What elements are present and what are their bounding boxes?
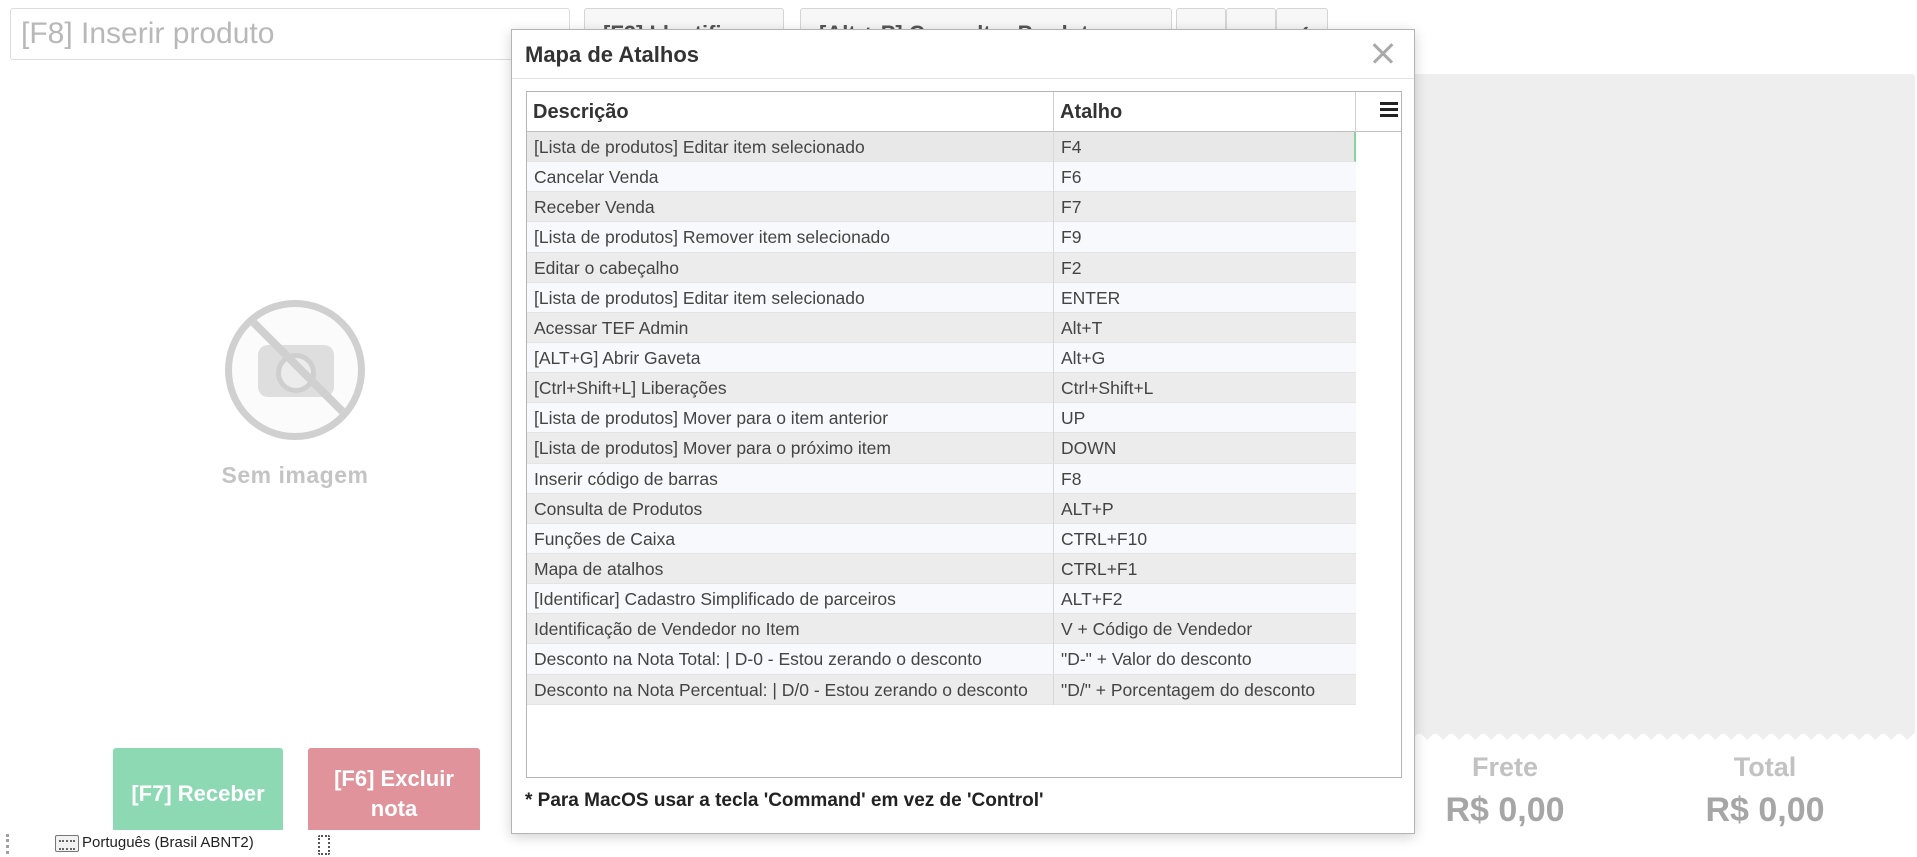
receipt-panel [1395,74,1915,734]
cell-atalho: Alt+T [1061,317,1103,338]
cell-atalho: V + Código de Vendedor [1061,619,1253,640]
cell-atalho: "D/" + Porcentagem do desconto [1061,679,1316,700]
cell-descricao: Desconto na Nota Percentual: | D/0 - Estou zerando o desconto [527,675,1054,705]
cell-atalho: F6 [1061,167,1082,188]
table-row[interactable] [527,614,1356,644]
cell-atalho: F9 [1061,227,1082,248]
cell-atalho: Alt+G [1061,347,1106,368]
modal-title: Mapa de Atalhos [525,42,699,67]
no-image-placeholder [215,300,375,489]
product-input[interactable] [10,8,570,60]
cell-descricao: [Lista de produtos] Editar item selecionado [527,283,1054,313]
cell-atalho: CTRL+F1 [1061,558,1138,579]
cell-atalho: ENTER [1061,287,1121,308]
table-row[interactable] [527,162,1356,192]
table-row[interactable] [527,675,1356,705]
cell-atalho: CTRL+F10 [1061,528,1148,549]
total-label: Total [1733,752,1797,782]
cell-descricao: Inserir código de barras [527,464,1054,494]
table-row[interactable] [527,343,1356,373]
table-row[interactable] [527,283,1356,313]
frete-label: Frete [1471,752,1539,782]
keyboard-language[interactable]: Português (Brasil ABNT2) [82,834,254,851]
cell-atalho: F8 [1061,468,1082,489]
total-summary [1665,752,1865,830]
receipt-edge [1395,724,1915,740]
cell-descricao: Receber Venda [527,192,1054,222]
cell-atalho: ALT+F2 [1061,589,1123,610]
frete-value: R$ 0,00 [1445,791,1565,829]
no-camera-icon [225,300,365,440]
taskbar [0,830,1917,857]
table-row[interactable] [527,524,1356,554]
table-row[interactable] [527,403,1356,433]
table-row[interactable] [527,253,1356,283]
table-body [527,132,1356,705]
cell-descricao: Editar o cabeçalho [527,253,1054,283]
tray-icon[interactable] [318,835,330,855]
macos-footnote: * Para MacOS usar a tecla 'Command' em vez de 'Control' [525,790,1044,811]
table-row[interactable] [527,313,1356,343]
cell-descricao: [Lista de produtos] Editar item selecionado [527,132,1054,162]
no-image-label: Sem imagem [221,462,369,488]
cell-atalho: F2 [1061,257,1082,278]
cell-descricao: [Lista de produtos] Mover para o item anterior [527,403,1054,433]
modal-header [512,30,1414,79]
total-value: R$ 0,00 [1705,791,1825,829]
cell-descricao: [Lista de produtos] Remover item selecionado [527,222,1054,252]
cell-atalho: UP [1061,408,1086,429]
cell-descricao: Desconto na Nota Total: | D-0 - Estou zerando o desconto [527,644,1054,674]
column-menu-icon[interactable] [1380,102,1398,120]
cell-atalho: ALT+P [1061,498,1114,519]
cell-descricao: Funções de Caixa [527,524,1054,554]
cell-atalho: F4 [1061,137,1082,157]
cell-descricao: Acessar TEF Admin [527,313,1054,343]
cell-descricao: Cancelar Venda [527,162,1054,192]
cell-descricao: [Identificar] Cadastro Simplificado de parceiros [527,584,1054,614]
column-header-atalho[interactable]: Atalho [1054,92,1356,132]
table-header [527,92,1401,132]
cell-descricao: Consulta de Produtos [527,494,1054,524]
receber-button[interactable]: [F7] Receber [113,748,283,840]
table-row[interactable] [527,222,1356,252]
excluir-nota-button[interactable]: [F6] Excluir nota [308,748,480,840]
table-row[interactable] [527,433,1356,463]
table-row[interactable] [527,132,1356,162]
table-row[interactable] [527,192,1356,222]
table-row[interactable] [527,554,1356,584]
grip-handle[interactable] [6,834,10,854]
shortcuts-modal [511,29,1415,834]
table-row[interactable] [527,644,1356,674]
cell-atalho: Ctrl+Shift+L [1061,378,1154,399]
table-row[interactable] [527,584,1356,614]
keyboard-icon[interactable] [55,835,79,852]
table-row[interactable] [527,464,1356,494]
table-row[interactable] [527,494,1356,524]
table-row[interactable] [527,373,1356,403]
cell-atalho: F7 [1061,197,1082,218]
frete-summary [1405,752,1605,830]
cell-atalho: DOWN [1061,438,1117,459]
cell-descricao: Identificação de Vendedor no Item [527,614,1054,644]
cell-descricao: [Ctrl+Shift+L] Liberações [527,373,1054,403]
close-icon[interactable] [1366,36,1400,70]
cell-atalho: "D-" + Valor do desconto [1061,649,1252,670]
cell-descricao: [Lista de produtos] Mover para o próximo item [527,433,1054,463]
cell-descricao: Mapa de atalhos [527,554,1054,584]
cell-descricao: [ALT+G] Abrir Gaveta [527,343,1054,373]
shortcuts-table [526,91,1402,778]
column-header-descricao[interactable]: Descrição [527,92,1054,132]
